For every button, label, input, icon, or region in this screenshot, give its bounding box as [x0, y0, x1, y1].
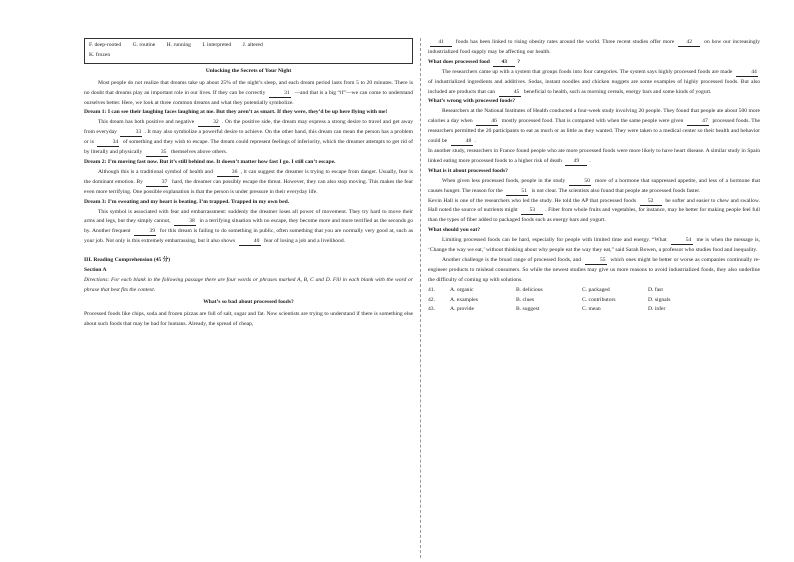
- passage-title: What’s so bad about processed foods?: [203, 298, 294, 305]
- blank: 44: [736, 69, 758, 77]
- word-bank-item: K. frozen: [89, 51, 111, 58]
- blank: 41: [430, 39, 452, 47]
- option-b: B. clues: [516, 296, 535, 303]
- blank: 48: [451, 138, 473, 146]
- word-bank-box: [84, 38, 413, 64]
- option-d: D. infer: [648, 306, 666, 313]
- blank: 45: [499, 89, 521, 97]
- question-heading: What is it about processed foods?: [428, 167, 508, 174]
- blank: 34: [97, 139, 119, 147]
- paragraph: Processed foods like chips, soda and frozen pizzas are full of salt, sugar and fat. Now scientists are trying to understand if there is something else about such foods that may be bad for humans. Already, the spread of cheap,: [84, 310, 413, 327]
- paragraph: Although this is a traditional symbol of health and 36 , it can suggest the dreamer is trying to escape from danger. Usually, fear is the dominant emotion. By 37 hard, the dreamer can possibly escape the threat. However, they can also stop moving. This makes the fear even more terrifying. One possible explanation is that the person is under pressure in their everyday life.: [84, 168, 413, 195]
- option-row: 43. A. provide B. suggest C. mean D. infer: [428, 305, 760, 315]
- blank: 32: [198, 119, 220, 127]
- paragraph: Limiting processed foods can be hard, especially for people with limited time and energy. “What 54 me is when the message is, ‘Change the way we eat,’ without thinking about why people eat the way they eat,” said Sarah Bowen, a professor who studies food and inequality.: [428, 237, 760, 254]
- column-divider: [420, 38, 421, 558]
- paragraph: The researchers came up with a system that groups foods into four categories. The system says highly processed foods are made 44 of industrialized ingredients and additives. Sodas, instant noodles and chicken nuggets are some examples of highly processed foods. But also included are products that can 45 beneficial to health, such as morning cereals, energy bars and some kinds of yogurt.: [428, 68, 760, 95]
- blank: 52: [640, 198, 662, 206]
- section-heading: III. Reading Comprehension (45 分): [84, 257, 171, 264]
- blank: 40: [239, 238, 261, 246]
- question-heading: What should you eat?: [428, 227, 481, 234]
- directions: Directions: For each blank in the following passage there are four words or phrases marked A, B, C and D. Fill in each blank with the word or phrase that best fits the context.: [84, 276, 413, 293]
- paragraph: In another study, researchers in France found people who ate more processed foods were more likely to have heart disease. A similar study in Spain linked eating more processed foods to a higher risk of death 49 .: [428, 147, 760, 164]
- blank: 38: [174, 218, 196, 226]
- blank: 53: [521, 207, 543, 215]
- paragraph: When given less processed foods, people in the study 50 more of a hormone that suppressed appetite, and less of a hormone that causes hunger. The reason for the 51 is not clear. The scientists also found that people ate processed foods faster.: [428, 177, 760, 194]
- option-c: C. packaged: [582, 286, 610, 293]
- dream-heading: Dream 3: I’m sweating and my heart is beating. I’m trapped. Trapped in my own bed.: [84, 198, 290, 205]
- paragraph: Most people do not realize that dreams take up about 25% of the night’s sleep, and each dream period lasts from 5 to 20 minutes. There is no doubt that dreams play an important role in our lives. If they can be correctly 31 —and that is a big “if”—we can come to understand ourselves better. Here, we look at three common dreams and what they potentially symbolize.: [84, 79, 413, 106]
- option-d: D. signals: [648, 296, 671, 303]
- blank: 54: [671, 237, 693, 245]
- dream-heading: Dream 1: I can see their laughing faces laughing at me. But they aren’t as smart. If they were, they’d be up here flying with me!: [84, 109, 388, 116]
- option-row: 42. A. examples B. clues C. contributors D. signals: [428, 296, 760, 306]
- option-a: A. examples: [450, 296, 478, 303]
- blank: 35: [146, 149, 168, 157]
- word-bank-item: G. routine: [132, 42, 156, 48]
- blank: 51: [506, 188, 528, 196]
- blank: 55: [585, 257, 607, 265]
- question-heading: What does processed food 43 ?: [428, 58, 521, 65]
- blank: 33: [120, 129, 142, 137]
- question-heading: What’s wrong with processed foods?: [428, 98, 516, 105]
- blank: 42: [678, 39, 700, 47]
- right-column: [428, 38, 760, 315]
- blank: 39: [134, 228, 156, 236]
- blank: 31: [269, 90, 291, 98]
- paragraph: This symbol is associated with fear and embarrassment: suddenly the dreamer loses all power of movement. They try hard to move their arms and legs, but they simply cannot, 38 in a terrifying situation with no escape, they become more and more terrified as the seconds go by. Another frequent 39 for this dream is failing to do something in public, often something that you are normally very good at, such as your job. Not only is this extremely embarrassing, but it also shows 40 fear of losing a job and a livelihood.: [84, 208, 414, 245]
- paragraph: 41 foods has been linked to rising obesity rates around the world. Three recent studies offer more 42 on how our increasingly industrialized food supply may be affecting our health.: [428, 39, 760, 55]
- option-a: A. provide: [450, 306, 474, 313]
- paragraph: This dream has both positive and negative 32 . On the positive side, the dream may express a strong desire to travel and get away from everyday 33 . It may also symbolize a powerful desire to achieve. On the other hand, this dream can mean the person has a problem or is 34 of something and they wish to escape. The dream could represent feelings of inferiority, which the dreamer attempts to get rid of by literally and physically 35 themselves above others.: [84, 119, 414, 156]
- left-column: [84, 38, 413, 329]
- word-bank-item: F. deep-rooted: [89, 42, 122, 48]
- blank: 36: [217, 169, 239, 177]
- blank: 49: [565, 158, 587, 166]
- option-a: A. organic: [450, 286, 474, 293]
- word-bank-item: H. running: [166, 42, 191, 48]
- option-d: D. fast: [648, 286, 663, 293]
- paragraph: Researchers at the National Institutes of Health conducted a four-week study involving 20 people. They found that people ate about 500 more calories a day when 46 mostly processed food. That is compared with when the same people were given 47 processed foods. The researchers permitted the 20 participants to eat as much or as little as they wanted. They were taken to a medical center so their health and behavior could be 48 .: [428, 108, 760, 145]
- blank: 46: [476, 118, 498, 126]
- word-bank-item: J. altered: [242, 42, 263, 48]
- section-label: Section A: [84, 267, 107, 274]
- option-c: C. mean: [582, 306, 601, 313]
- option-row: 41. A. organic B. delicious C. packaged D. fast: [428, 286, 760, 296]
- paragraph: Another challenge is the broad range of processed foods, and 55 which ones might be better or worse as companies continually re-engineer products to mislead consumers. So while the newest studies may give us more reasons to avoid industrialized foods, they also underline the difficulty of coming up with solutions.: [428, 256, 760, 283]
- option-b: B. delicious: [516, 286, 543, 293]
- blank: 50: [569, 178, 591, 186]
- blank: 47: [687, 118, 709, 126]
- blank: 37: [146, 179, 168, 187]
- option-b: B. suggest: [516, 306, 540, 313]
- blank: 43: [493, 59, 515, 67]
- word-bank-item: I. interpreted: [202, 42, 232, 48]
- paragraph: Kevin Hall is one of the researchers who led the study. He told the AP that processed foods 52 be softer and easier to chew and swallow. Hall noted the source of nutrients might 53 . Fiber from whole fruits and vegetables, for instance, may be better for making people feel full than the types of fiber added to packaged foods such as energy bars and yogurt.: [428, 197, 760, 224]
- option-c: C. contributors: [582, 296, 616, 303]
- passage-title: Unlocking the Secrets of Your Night: [205, 67, 292, 74]
- dream-heading: Dream 2: I’m moving fast now. But it’s still behind me. It doesn’t matter how fast I go. I still can’t escape.: [84, 158, 336, 165]
